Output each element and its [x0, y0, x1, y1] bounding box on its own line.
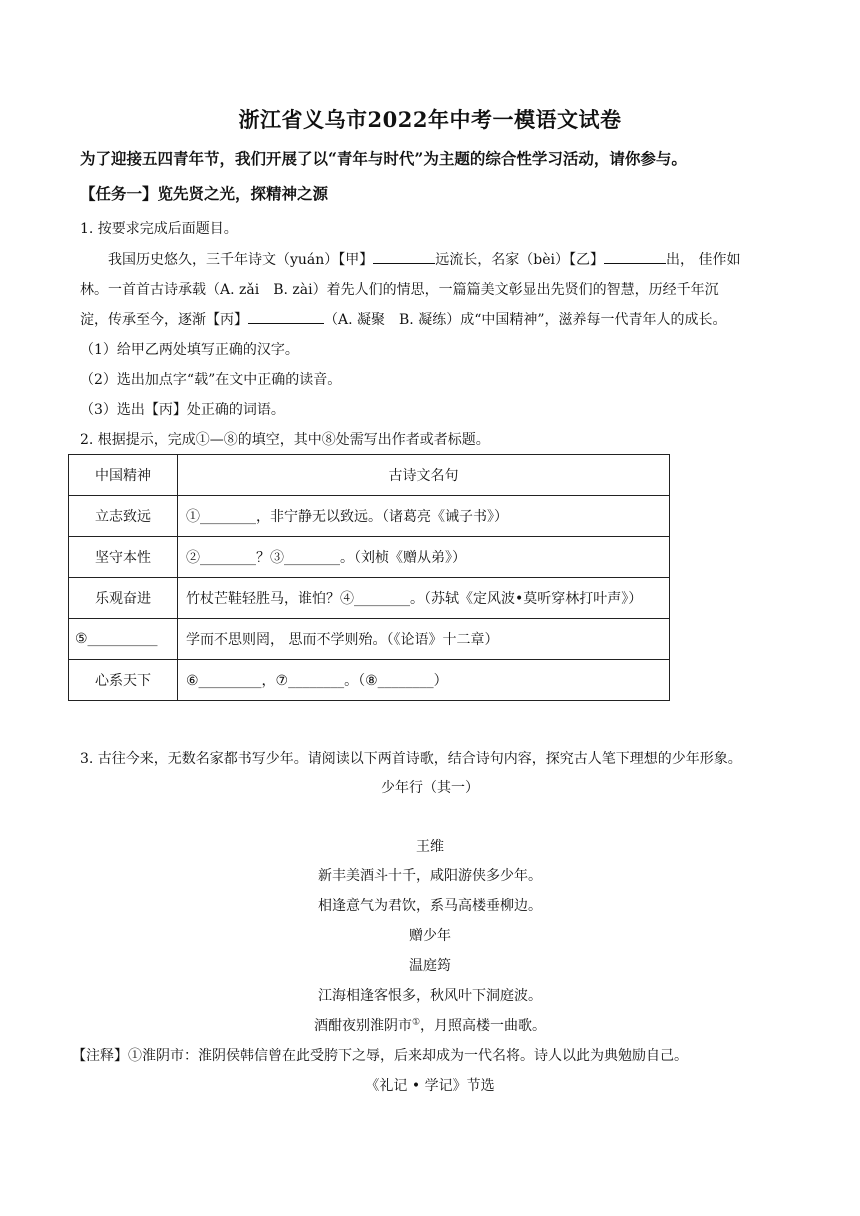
blank-yi[interactable] [604, 249, 666, 264]
liji-excerpt-title: 《礼记 • 学记》节选 [365, 1078, 495, 1094]
table-row [69, 619, 670, 660]
poem-2-author: 温庭筠 [409, 958, 451, 974]
header-cell-spirit: 中国精神 [69, 455, 178, 496]
task1-heading: 【任务一】览先贤之光，探精神之源 [80, 184, 329, 203]
para-text-c: 出， 佳作如 [666, 252, 741, 268]
para-text-b: 远流长，名家（bèi）【乙】 [435, 252, 605, 268]
question-3-prompt: 3. 古往今来，无数名家都书写少年。请阅读以下两首诗歌，结合诗句内容，探究古人笔下理想的少年形象。 [80, 751, 742, 767]
poem-1-line-1: 新丰美酒斗十千，咸阳游侠多少年。 [318, 868, 542, 884]
poem-2-title: 赠少年 [409, 928, 451, 944]
table-row [69, 660, 670, 701]
para-text-e: （A. 凝聚 B. 凝练）成“中国精神”，滋养每一代青年人的成长。 [324, 312, 727, 328]
spirit-cell-blank[interactable]: ⑤__________ [69, 619, 178, 660]
spirit-cell: 立志致远 [69, 496, 178, 537]
quote-cell[interactable]: ②________？③________。（刘桢《赠从弟》） [178, 537, 670, 578]
annotation-note: 【注释】①淮阴市：淮阴侯韩信曾在此受胯下之辱，后来却成为一代名将。诗人以此为典勉励自己。 [72, 1048, 688, 1064]
table-header-row [69, 455, 670, 496]
blank-bing[interactable] [248, 309, 324, 324]
table-row [69, 578, 670, 619]
poem-2-line-2-a: 酒酣夜别淮阴市 [313, 1018, 412, 1034]
question-2-prompt: 2. 根据提示，完成①—⑧的填空，其中⑧处需写出作者或者标题。 [80, 432, 490, 448]
page-title: 浙江省义乌市2022年中考一模语文试卷 [238, 107, 622, 132]
footnote-marker: ① [411, 1017, 421, 1028]
intro-text: 为了迎接五四青年节，我们开展了以“青年与时代”为主题的综合性学习活动，请你参与。 [80, 149, 687, 168]
spirit-cell: 心系天下 [69, 660, 178, 701]
question-1-paragraph-line-3 [80, 309, 786, 329]
quote-cell[interactable]: ⑥_________，⑦________。（⑧________） [178, 660, 670, 701]
question-1-prompt: 1. 按要求完成后面题目。 [80, 221, 238, 237]
sub-question-3: （3）选出【丙】处正确的词语。 [80, 402, 285, 418]
spirit-cell: 乐观奋进 [69, 578, 178, 619]
sub-question-1: （1）给甲乙两处填写正确的汉字。 [80, 342, 299, 358]
poem-2-line-2 [0, 1015, 860, 1035]
poem-2-line-2-b: ，月照高楼一曲歌。 [420, 1018, 547, 1034]
sub-question-2: （2）选出加点字“载”在文中正确的读音。 [80, 372, 342, 388]
para-text-d: 淀，传承至今，逐渐【丙】 [80, 312, 248, 328]
question-1-paragraph-line-2: 林。一首首古诗承载（A. zǎi B. zài）着先人们的情思，一篇篇美文彰显出先贤们的智慧，历经千年沉 [80, 282, 719, 298]
question-1-paragraph-line-1 [108, 249, 814, 269]
blank-jia[interactable] [373, 249, 435, 264]
poem-1-line-2: 相逢意气为君饮，系马高楼垂柳边。 [318, 898, 542, 914]
poem-2-line-1: 江海相逢客恨多，秋风叶下洞庭波。 [318, 988, 542, 1004]
spirit-cell: 坚守本性 [69, 537, 178, 578]
quote-cell: 学而不思则罔， 思而不学则殆。（《论语》十二章） [178, 619, 670, 660]
poem-1-author: 王维 [416, 839, 444, 855]
header-cell-quote: 古诗文名句 [178, 455, 670, 496]
quote-cell[interactable]: ①________，非宁静无以致远。（诸葛亮《诫子书》） [178, 496, 670, 537]
table-row [69, 537, 670, 578]
poem-fill-table [68, 454, 670, 701]
poem-1-title: 少年行（其一） [381, 780, 479, 796]
para-text-a: 我国历史悠久，三千年诗文（yuán）【甲】 [108, 252, 374, 268]
table-row [69, 496, 670, 537]
quote-cell[interactable]: 竹杖芒鞋轻胜马，谁怕？④________。（苏轼《定风波•莫听穿林打叶声》） [178, 578, 670, 619]
